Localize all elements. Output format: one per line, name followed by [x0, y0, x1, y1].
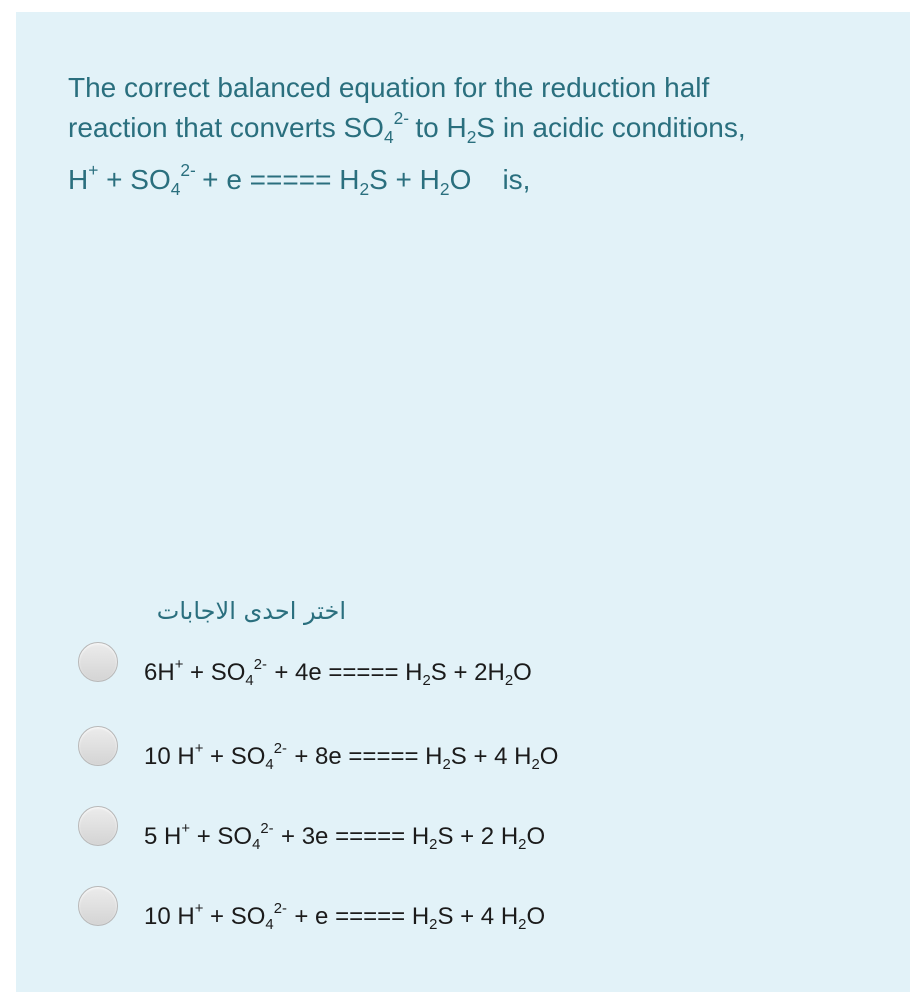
choose-answer-instruction: اختر احدى الاجابات — [156, 597, 346, 625]
option-3-label: 5 $H^+ + SO_4$ 2- + 3e ===== $H_2S + 2$ $H_2O$ — [144, 820, 546, 854]
radio-button-option-3[interactable] — [78, 806, 118, 846]
option-4-label: 10 $H^+ + SO_4$ 2- + e ===== $H_2S + 4$ $H_2O$ — [144, 900, 546, 934]
radio-button-option-2[interactable] — [78, 726, 118, 766]
radio-button-option-1[interactable] — [78, 642, 118, 682]
option-2-label: 10 $H^+ + SO_4$ 2- + 8e ===== $H_2S + 4$ $H_2O$ — [144, 740, 559, 774]
radio-button-option-4[interactable] — [78, 886, 118, 926]
answer-option-4[interactable] — [78, 884, 546, 934]
question-line-1: The correct balanced equation for the reduction half — [68, 72, 710, 103]
answer-option-3[interactable] — [78, 804, 546, 854]
answer-option-2[interactable] — [78, 724, 559, 774]
answer-options — [16, 12, 910, 992]
question-line-2: reaction that converts $SO_4$ 2- to $H_2S$ in acidic conditions, — [68, 108, 746, 148]
question-card — [16, 12, 910, 992]
option-1-label: $6H^+ + SO_4$ 2- + 4e ===== $H_2S + 2H_2O$ — [144, 656, 532, 690]
question-equation: $H^+ + SO_4$ 2- + e ===== $H_2S + H_2O$ is, — [68, 159, 531, 200]
answer-option-1[interactable] — [78, 640, 532, 690]
